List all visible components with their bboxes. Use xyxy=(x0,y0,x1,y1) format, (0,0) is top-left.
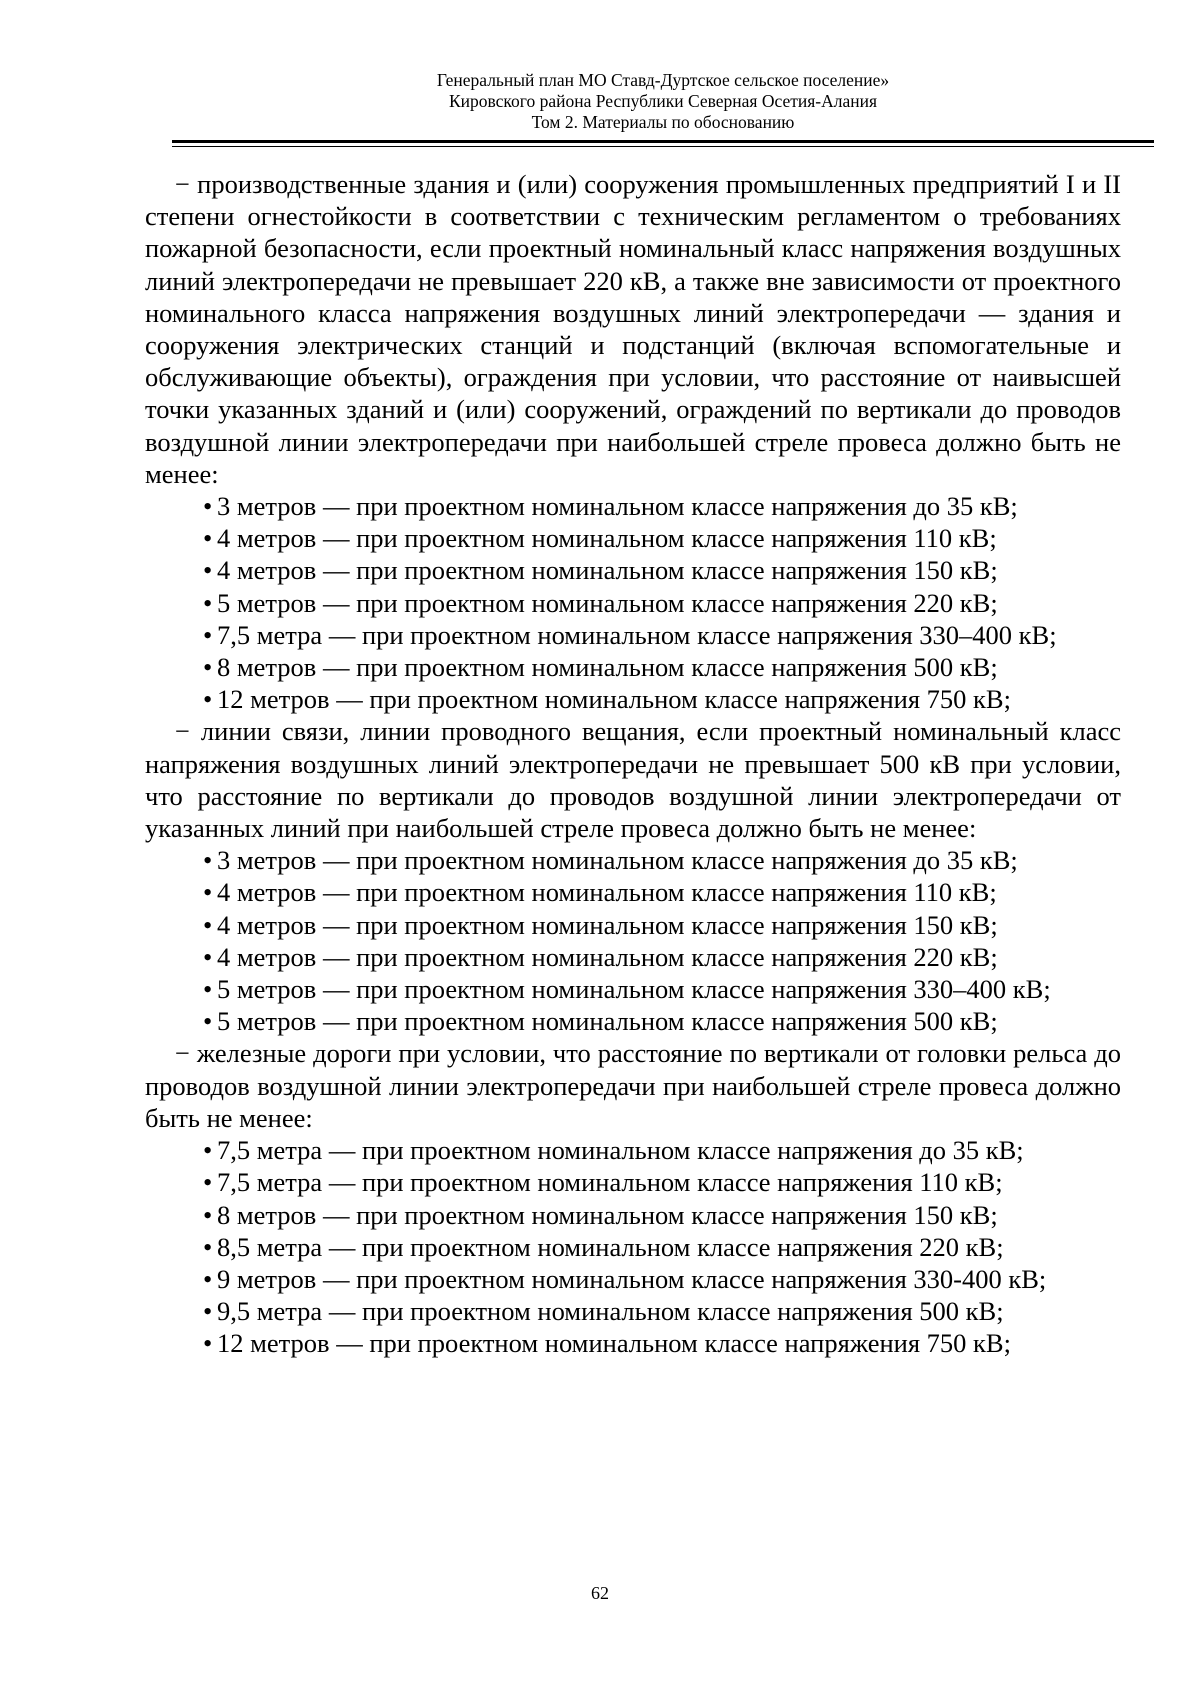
list-item xyxy=(145,909,1121,941)
list-item-text: 4 метров — при проектном номинальном классе напряжения 150 кВ; xyxy=(217,555,998,586)
paragraph-buildings: − производственные здания и (или) сооружения промышленных предприятий I и II степени огнестойкости в соответствии с техническим регламентом о требованиях пожарной безопасности, если проектный номинальный класс напряжения воздушных линий электропередачи не превышает 220 кВ, а также вне зависимости от проектного номинального класса напряжения воздушных линий электропередачи — здания и сооружения электрических станций и подстанций (включая вспомогательные и обслуживающие объекты), ограждения при условии, что расстояние от наивысшей точки указанных зданий и (или) сооружений, ограждений по вертикали до проводов воздушной линии электропередачи при наибольшей стреле провеса должно быть не менее: xyxy=(145,169,1121,489)
list-item-text: 4 метров — при проектном номинальном классе напряжения 110 кВ; xyxy=(217,523,997,554)
list-item xyxy=(145,1199,1121,1231)
header-line-1: Генеральный план МО Ставд-Дуртское сельское поселение» xyxy=(436,70,890,90)
list-item xyxy=(145,619,1121,651)
paragraph-communication-lines: − линии связи, линии проводного вещания, если проектный номинальный класс напряжения воздушных линий электропередачи не превышает 500 кВ при условии, что расстояние по вертикали до проводов воздушной линии электропередачи от указанных линий при наибольшей стреле провеса должно быть не менее: xyxy=(145,716,1121,844)
list-item-text: 9,5 метра — при проектном номинальном классе напряжения 500 кВ; xyxy=(217,1296,1004,1327)
running-header xyxy=(172,70,1154,133)
list-item xyxy=(145,1231,1121,1263)
bullet-mark: • xyxy=(203,491,213,522)
list-item-text: 12 метров — при проектном номинальном классе напряжения 750 кВ; xyxy=(217,1328,1011,1359)
list-item xyxy=(145,1263,1121,1295)
list-item xyxy=(145,876,1121,908)
list-item xyxy=(145,1166,1121,1198)
list-item-text: 5 метров — при проектном номинальном классе напряжения 220 кВ; xyxy=(217,587,998,618)
list-item xyxy=(145,973,1121,1005)
list-item-text: 4 метров — при проектном номинальном классе напряжения 220 кВ; xyxy=(217,941,998,972)
list-item-text: 8 метров — при проектном номинальном классе напряжения 500 кВ; xyxy=(217,652,998,683)
page-number: 62 xyxy=(591,1583,609,1603)
bullet-mark: • xyxy=(203,877,213,908)
header-rule-thin xyxy=(172,146,1154,147)
list-item xyxy=(145,587,1121,619)
bullet-mark: • xyxy=(203,1231,213,1262)
list-item-text: 9 метров — при проектном номинальном классе напряжения 330-400 кВ; xyxy=(217,1263,1047,1294)
bullet-mark: • xyxy=(203,684,213,715)
bullet-mark: • xyxy=(203,1296,213,1327)
bullet-mark: • xyxy=(203,1328,213,1359)
header-line-2: Кировского района Республики Северная Осетия-Алания xyxy=(448,91,878,111)
list-item xyxy=(145,651,1121,683)
bullet-list-buildings xyxy=(145,490,1121,715)
bullet-mark: • xyxy=(203,652,213,683)
bullet-mark: • xyxy=(203,974,213,1005)
bullet-mark: • xyxy=(203,619,213,650)
bullet-mark: • xyxy=(203,1006,213,1037)
list-item-text: 5 метров — при проектном номинальном классе напряжения 330–400 кВ; xyxy=(217,974,1051,1005)
list-item-text: 8,5 метра — при проектном номинальном классе напряжения 220 кВ; xyxy=(217,1231,1004,1262)
bullet-mark: • xyxy=(203,523,213,554)
list-item xyxy=(145,1327,1121,1359)
list-item-text: 3 метров — при проектном номинальном классе напряжения до 35 кВ; xyxy=(217,491,1018,522)
list-item-text: 7,5 метра — при проектном номинальном классе напряжения 110 кВ; xyxy=(217,1167,1003,1198)
bullet-mark: • xyxy=(203,587,213,618)
bullet-mark: • xyxy=(203,909,213,940)
list-item xyxy=(145,1295,1121,1327)
bullet-mark: • xyxy=(203,1199,213,1230)
list-item-text: 7,5 метра — при проектном номинальном классе напряжения 330–400 кВ; xyxy=(217,619,1057,650)
paragraph-railways: − железные дороги при условии, что расстояние по вертикали от головки рельса до проводов воздушной линии электропередачи при наибольшей стреле провеса должно быть не менее: xyxy=(145,1038,1121,1133)
list-item-text: 4 метров — при проектном номинальном классе напряжения 150 кВ; xyxy=(217,909,998,940)
list-item xyxy=(145,490,1121,522)
list-item xyxy=(145,1134,1121,1166)
bullet-mark: • xyxy=(203,555,213,586)
bullet-list-railways xyxy=(145,1134,1121,1359)
list-item xyxy=(145,554,1121,586)
bullet-mark: • xyxy=(203,845,213,876)
header-line-3: Том 2. Материалы по обоснованию xyxy=(531,112,795,132)
list-item-text: 7,5 метра — при проектном номинальном классе напряжения до 35 кВ; xyxy=(217,1135,1024,1166)
body-text xyxy=(145,168,1121,1360)
bullet-mark: • xyxy=(203,941,213,972)
header-rule-thick xyxy=(172,140,1154,143)
list-item xyxy=(145,941,1121,973)
bullet-mark: • xyxy=(203,1135,213,1166)
list-item xyxy=(145,1005,1121,1037)
list-item-text: 12 метров — при проектном номинальном классе напряжения 750 кВ; xyxy=(217,684,1011,715)
list-item xyxy=(145,683,1121,715)
list-item-text: 3 метров — при проектном номинальном классе напряжения до 35 кВ; xyxy=(217,845,1018,876)
list-item xyxy=(145,522,1121,554)
list-item-text: 5 метров — при проектном номинальном классе напряжения 500 кВ; xyxy=(217,1006,998,1037)
bullet-list-communication-lines xyxy=(145,844,1121,1037)
list-item xyxy=(145,844,1121,876)
bullet-mark: • xyxy=(203,1263,213,1294)
bullet-mark: • xyxy=(203,1167,213,1198)
list-item-text: 4 метров — при проектном номинальном классе напряжения 110 кВ; xyxy=(217,877,997,908)
list-item-text: 8 метров — при проектном номинальном классе напряжения 150 кВ; xyxy=(217,1199,998,1230)
